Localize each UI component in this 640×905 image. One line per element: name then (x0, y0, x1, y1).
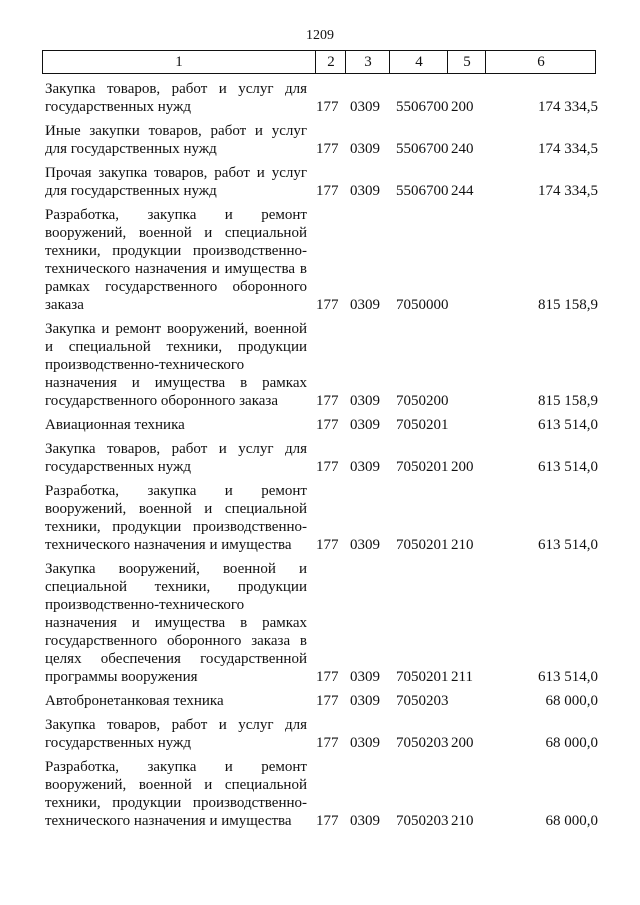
amount: 613 514,0 (538, 459, 598, 475)
section-code: 0309 (350, 537, 380, 553)
ministry-code: 177 (316, 813, 339, 829)
target-article-code: 5506700 (396, 99, 449, 115)
header-col-2: 2 (315, 51, 346, 73)
header-col-5: 5 (447, 51, 486, 73)
table-row (0, 164, 640, 200)
target-article-code: 5506700 (396, 183, 449, 199)
section-code: 0309 (350, 141, 380, 157)
amount: 174 334,5 (538, 183, 598, 199)
amount: 68 000,0 (545, 735, 598, 751)
section-code: 0309 (350, 393, 380, 409)
section-code: 0309 (350, 417, 380, 433)
header-col-4: 4 (389, 51, 448, 73)
row-description: Разработка, закупка и ремонт вооружений, военной и специальной техники, продукции производственно-технического назначения и имущества (45, 759, 307, 829)
expense-type-code: 240 (451, 141, 474, 157)
amount: 68 000,0 (545, 813, 598, 829)
ministry-code: 177 (316, 183, 339, 199)
table-body (0, 80, 640, 836)
ministry-code: 177 (316, 693, 339, 709)
target-article-code: 7050203 (396, 813, 449, 829)
table-row (0, 320, 640, 410)
amount: 613 514,0 (538, 417, 598, 433)
row-description: Закупка товаров, работ и услуг для государственных нужд (45, 441, 307, 475)
table-row (0, 440, 640, 476)
ministry-code: 177 (316, 459, 339, 475)
table-row (0, 206, 640, 314)
section-code: 0309 (350, 669, 380, 685)
header-col-1: 1 (175, 53, 183, 70)
amount: 68 000,0 (545, 693, 598, 709)
ministry-code: 177 (316, 297, 339, 313)
table-header (42, 50, 596, 74)
section-code: 0309 (350, 813, 380, 829)
ministry-code: 177 (316, 669, 339, 685)
expense-type-code: 211 (451, 669, 473, 685)
table-row (0, 758, 640, 830)
ministry-code: 177 (316, 537, 339, 553)
table-row (0, 416, 640, 434)
target-article-code: 7050000 (396, 297, 449, 313)
ministry-code: 177 (316, 99, 339, 115)
table-row (0, 122, 640, 158)
page-number: 1209 (306, 28, 334, 43)
amount: 174 334,5 (538, 141, 598, 157)
section-code: 0309 (350, 693, 380, 709)
target-article-code: 7050203 (396, 735, 449, 751)
ministry-code: 177 (316, 393, 339, 409)
target-article-code: 7050201 (396, 537, 449, 553)
expense-type-code: 210 (451, 537, 474, 553)
expense-type-code: 200 (451, 459, 474, 475)
amount: 613 514,0 (538, 669, 598, 685)
row-description: Закупка товаров, работ и услуг для государственных нужд (45, 717, 307, 751)
row-description: Разработка, закупка и ремонт вооружений, военной и специальной техники, продукции производственно-технического назначения и имущества (45, 483, 307, 553)
expense-type-code: 200 (451, 99, 474, 115)
table-row (0, 80, 640, 116)
row-description: Закупка вооружений, военной и специальной техники, продукции производственно-технического назначения и имущества в рамках государственного оборонного заказа в целях обеспечения государственной программы вооружения (45, 561, 307, 685)
header-col-3: 3 (345, 51, 390, 73)
target-article-code: 7050201 (396, 417, 449, 433)
ministry-code: 177 (316, 417, 339, 433)
target-article-code: 7050201 (396, 459, 449, 475)
target-article-code: 7050201 (396, 669, 449, 685)
ministry-code: 177 (316, 735, 339, 751)
table-row (0, 482, 640, 554)
section-code: 0309 (350, 99, 380, 115)
target-article-code: 7050203 (396, 693, 449, 709)
row-description: Авиационная техника (45, 417, 185, 433)
row-description: Автобронетанковая техника (45, 693, 224, 709)
target-article-code: 7050200 (396, 393, 449, 409)
section-code: 0309 (350, 183, 380, 199)
row-description: Закупка и ремонт вооружений, военной и специальной техники, продукции производственно-технического назначения и имущества в рамках государственного оборонного заказа (45, 321, 307, 409)
amount: 613 514,0 (538, 537, 598, 553)
row-description: Закупка товаров, работ и услуг для государственных нужд (45, 81, 307, 115)
section-code: 0309 (350, 735, 380, 751)
section-code: 0309 (350, 459, 380, 475)
table-row (0, 560, 640, 686)
amount: 815 158,9 (538, 297, 598, 313)
expense-type-code: 200 (451, 735, 474, 751)
row-description: Иные закупки товаров, работ и услуг для государственных нужд (45, 123, 307, 157)
expense-type-code: 244 (451, 183, 474, 199)
amount: 174 334,5 (538, 99, 598, 115)
row-description: Разработка, закупка и ремонт вооружений, военной и специальной техники, продукции производственно-технического назначения и имущества в рамках государственного оборонного заказа (45, 207, 307, 313)
table-row (0, 716, 640, 752)
header-col-6: 6 (485, 51, 596, 73)
expense-type-code: 210 (451, 813, 474, 829)
section-code: 0309 (350, 297, 380, 313)
amount: 815 158,9 (538, 393, 598, 409)
row-description: Прочая закупка товаров, работ и услуг для государственных нужд (45, 165, 307, 199)
table-row (0, 692, 640, 710)
target-article-code: 5506700 (396, 141, 449, 157)
ministry-code: 177 (316, 141, 339, 157)
